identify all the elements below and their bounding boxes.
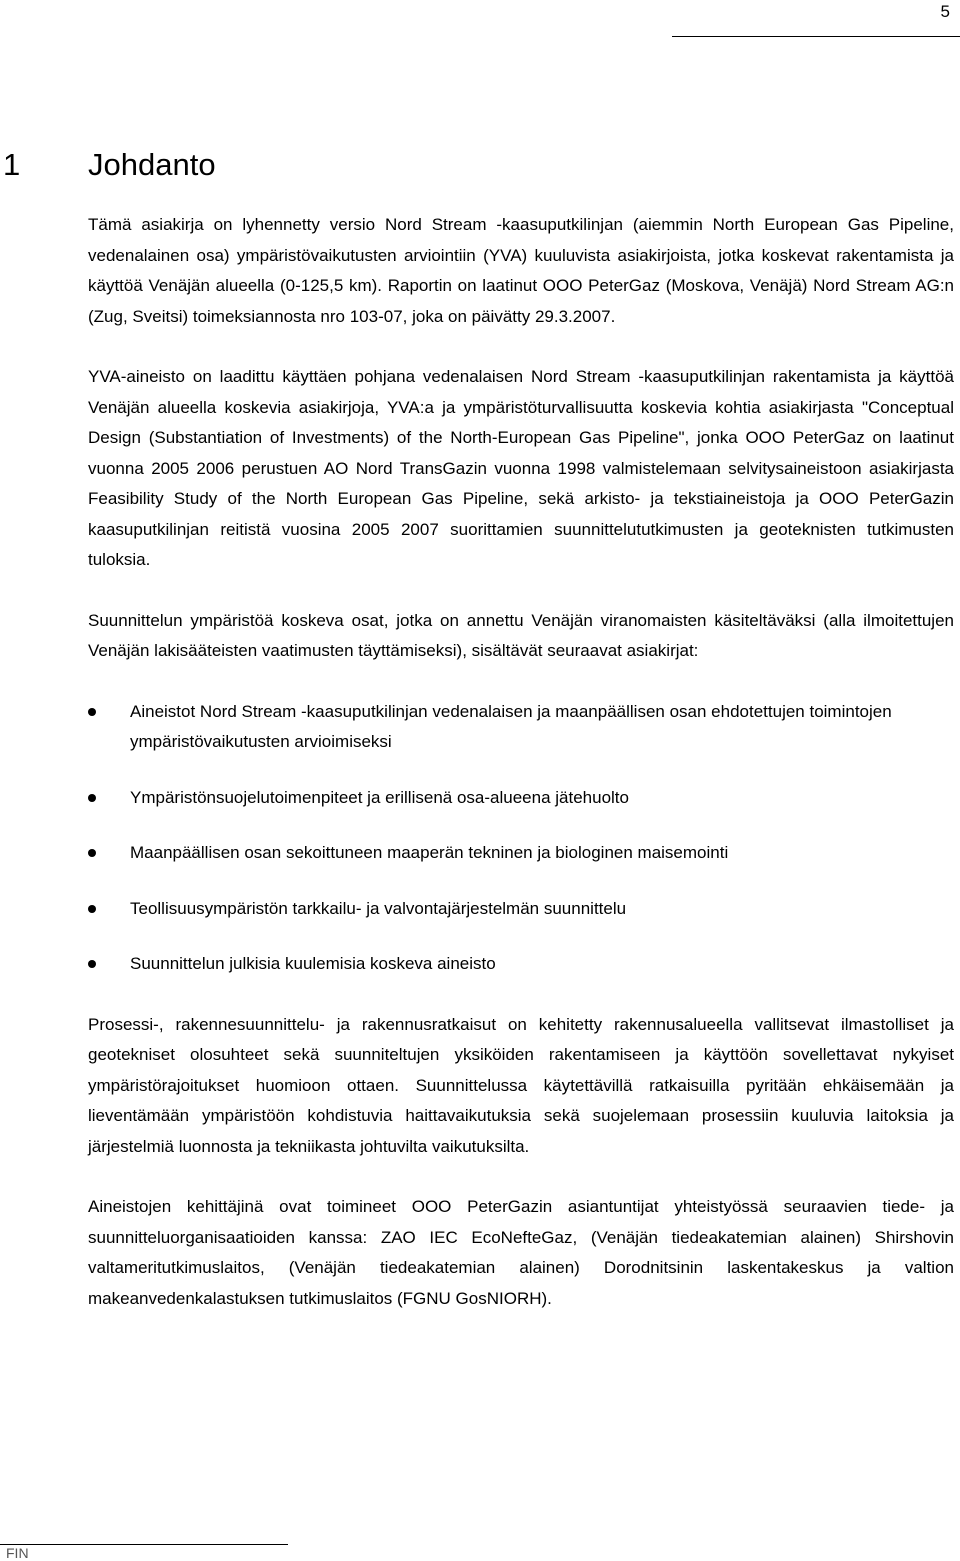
list-item (88, 838, 954, 869)
list-item-text: Maanpäällisen osan sekoittuneen maaperän tekninen ja biologinen maisemointi (130, 843, 729, 862)
paragraph-solutions: Prosessi-, rakennesuunnittelu- ja rakennusratkaisut on kehitetty rakennusalueella vallitsevat ilmastolliset ja geotekniset olosuhteet sekä suunniteltujen yksiköiden rakentamiseen ja käyttöön sovellettavat nykyiset ympäristörajoitukset huomioon ottaen. Suunnittelussa käytettävillä ratkaisuilla pyritään ehkäisemään ja lieventämään ympäristöön kohdistuvia haittavaikutuksia sekä suojelemaan prosessiin kuuluvia laitoksia ja järjestelmiä luonnosta ja tekniikasta johtuvilta vaikutuksilta. (88, 1014, 954, 1156)
list-item (88, 697, 954, 758)
paragraph-intro: Tämä asiakirja on lyhennetty versio Nord Stream -kaasuputkilinjan (aiemmin North European Gas Pipeline, vedenalainen osa) ympäristövaikutusten arviointiin (YVA) kuuluvista asiakirjoista, jotka koskevat rakentamista ja käyttöä Venäjän alueella (0-125,5 km). Raportin on laatinut OOO PeterGaz (Moskova, Venäjä) Nord Stream AG:n (Zug, Sveitsi) toimeksiannosta nro 103-07, joka on päivätty 29.3.2007. (88, 215, 954, 326)
list-item-text: Teollisuusympäristön tarkkailu- ja valvontajärjestelmän suunnittelu (130, 898, 627, 918)
document-list (88, 697, 954, 980)
bullet-icon (88, 794, 96, 802)
bullet-icon (88, 708, 96, 716)
list-item-text: Aineistot Nord Stream -kaasuputkilinjan vedenalaisen ja maanpäällisen osan ehdotettujen toimintojen ympäristövaikutusten arvioimiseksi (130, 701, 892, 751)
footer-language-label: FIN (6, 1545, 29, 1561)
chapter-number: 1 (3, 147, 21, 182)
chapter-title: Johdanto (88, 147, 216, 182)
paragraph-documents-intro: Suunnittelun ympäristöä koskeva osat, jotka on annettu Venäjän viranomaisten käsiteltäväksi (alla ilmoitettujen Venäjän lakisääteisten vaatimusten täyttämiseksi), sisältävät seuraavat asiakirjat: (88, 610, 954, 660)
bullet-icon (88, 905, 96, 913)
header-rule (672, 36, 960, 37)
list-item-text: Suunnittelun julkisia kuulemisia koskeva aineisto (130, 954, 496, 973)
paragraph-yva-material: YVA-aineisto on laadittu käyttäen pohjana vedenalaisen Nord Stream -kaasuputkilinjan rakentamista ja käyttöä Venäjän alueella koskevia asiakirjoja, YVA:a ja ympäristöturvallisuutta koskevia kohtia asiakirjasta "Conceptual Design (Substantiation of Investments) of the North-European Gas Pipeline", jonka OOO PeterGaz on laatinut vuonna 2005 2006 perustuen AO Nord TransGazin vuonna 1998 valmistelemaan selvitysaineistoon asiakirjasta Feasibility Study of the North European Gas Pipeline, sekä arkisto- ja tekstiaineistoja ja OOO PeterGazin kaasuputkilinjan reitistä vuosina 2005 2007 suorittamien suunnittelututkimusten ja geoteknisten tutkimusten tuloksia. (88, 367, 954, 569)
document-body (88, 210, 954, 1314)
chapter-heading (3, 146, 216, 184)
bullet-icon (88, 960, 96, 968)
page-number: 5 (940, 2, 950, 21)
list-item (88, 949, 954, 980)
list-item (88, 894, 954, 925)
list-item-text: Ympäristönsuojelutoimenpiteet ja erillisenä osa-alueena jätehuolto (130, 787, 629, 807)
bullet-icon (88, 849, 96, 857)
paragraph-developers: Aineistojen kehittäjinä ovat toimineet OOO PeterGazin asiantuntijat yhteistyössä seuraavien tiede- ja suunnitteluorganisaatioiden kanssa: ZAO IEC EcoNefteGaz, (Venäjän tiedeakatemian alainen) Shirshovin valtameritutkimuslaitos, (Venäjän tiedeakatemian alainen) Dorodnitsinin laskentakeskus ja valtion makeanvedenkalastuksen tutkimuslaitos (FGNU GosNIORH). (88, 1197, 954, 1308)
list-item (88, 783, 954, 814)
footer-rule (0, 1544, 288, 1545)
